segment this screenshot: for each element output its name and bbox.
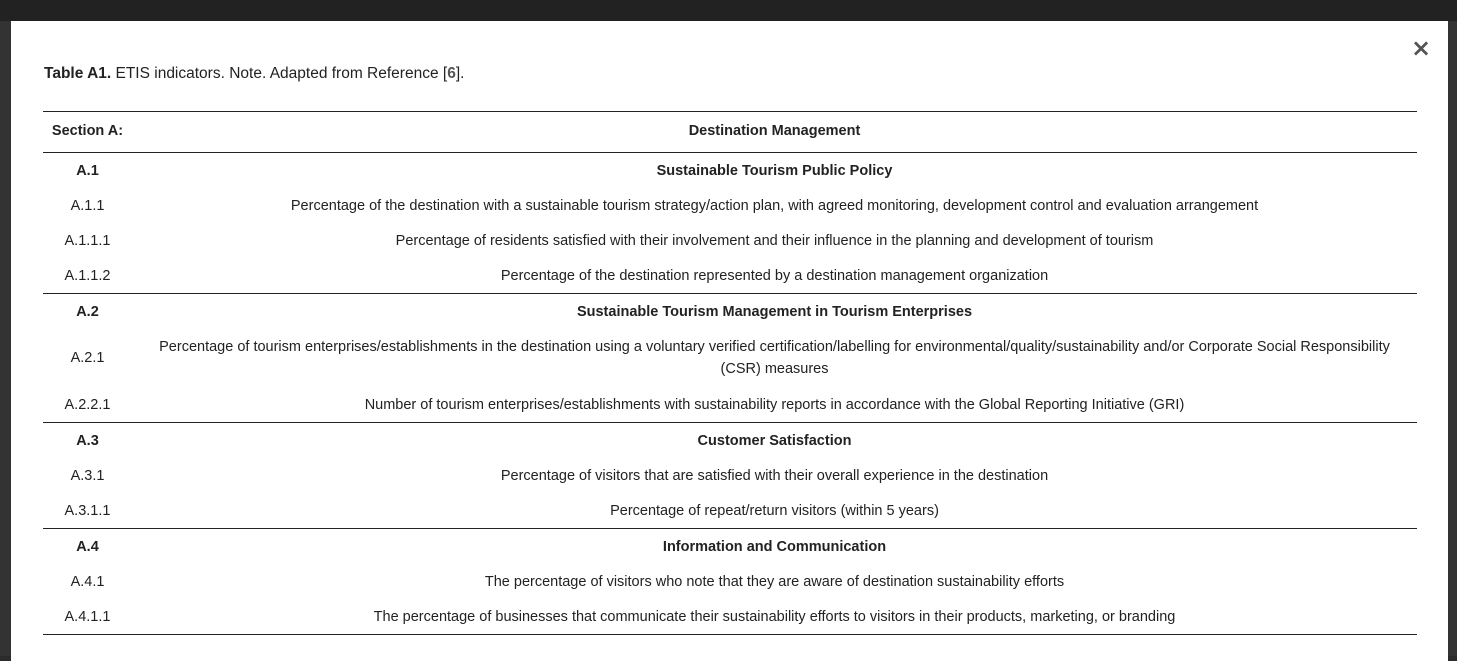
row-text: Percentage of the destination represented by a destination management organization <box>500 267 1049 284</box>
table-row <box>43 188 1417 223</box>
row-code: A.3 <box>43 423 132 459</box>
row-text: Customer Satisfaction <box>132 423 1417 459</box>
close-icon[interactable]: × <box>1410 34 1432 62</box>
row-text: Percentage of repeat/return visitors (within 5 years) <box>610 502 939 519</box>
row-code: A.1.1 <box>70 197 105 214</box>
etis-indicators-table <box>43 111 1417 635</box>
column-header-section: Section A: <box>43 112 132 153</box>
table-row <box>43 458 1417 493</box>
row-text: Percentage of the destination with a sustainable tourism strategy/action plan, with agreed monitoring, development control and evaluation arrangement <box>290 197 1259 214</box>
table-modal <box>11 21 1448 661</box>
row-code: A.1.1.2 <box>64 267 111 284</box>
table-row-section <box>43 294 1417 330</box>
row-code: A.2.1 <box>70 350 105 366</box>
table-row <box>43 223 1417 258</box>
table-caption <box>44 65 464 83</box>
table-row-section <box>43 153 1417 189</box>
row-code: A.1.1.1 <box>64 232 111 249</box>
table-row <box>43 329 1417 387</box>
caption-end: ]. <box>455 65 465 82</box>
page-backdrop-bar <box>0 0 1457 21</box>
table-row <box>43 387 1417 423</box>
row-code: A.3.1.1 <box>64 502 111 519</box>
row-text: The percentage of businesses that communicate their sustainability efforts to visitors in their products, marketing, or branding <box>132 599 1417 635</box>
backdrop-right <box>1448 21 1457 656</box>
row-text: The percentage of visitors who note that they are aware of destination sustainability efforts <box>484 573 1065 590</box>
table-header-row <box>43 112 1417 153</box>
row-text: Percentage of visitors that are satisfied with their overall experience in the destination <box>500 467 1049 484</box>
backdrop-left <box>0 21 11 656</box>
table-row-section <box>43 529 1417 565</box>
table-row-section <box>43 423 1417 459</box>
row-code: A.1 <box>76 162 99 179</box>
table-row <box>43 258 1417 294</box>
row-text: Sustainable Tourism Public Policy <box>656 162 893 179</box>
row-code: A.2.2.1 <box>64 396 111 413</box>
row-code: A.4.1.1 <box>43 599 132 635</box>
row-text: Percentage of residents satisfied with their involvement and their influence in the planning and development of tourism <box>395 232 1154 249</box>
caption-label: Table A1. <box>44 65 112 82</box>
row-code: A.3.1 <box>70 467 105 484</box>
table-row <box>43 493 1417 529</box>
row-text: Information and Communication <box>132 529 1417 565</box>
table-row <box>43 599 1417 635</box>
row-code: A.2 <box>43 294 132 330</box>
reference-link[interactable]: 6 <box>447 65 456 82</box>
row-code: A.4.1 <box>70 573 105 590</box>
row-text: Percentage of tourism enterprises/establishments in the destination using a voluntary verified certification/labelling for environmental/quality/sustainability and/or Corporate Social Responsibility (CSR) measures <box>159 339 1390 377</box>
row-text: Sustainable Tourism Management in Tourism Enterprises <box>132 294 1417 330</box>
row-text: Number of tourism enterprises/establishments with sustainability reports in accordance with the Global Reporting Initiative (GRI) <box>364 396 1185 413</box>
table-row <box>43 564 1417 599</box>
column-header-destination-management: Destination Management <box>132 112 1417 153</box>
caption-text: ETIS indicators. Note. Adapted from Reference [ <box>111 65 448 82</box>
row-code: A.4 <box>43 529 132 565</box>
